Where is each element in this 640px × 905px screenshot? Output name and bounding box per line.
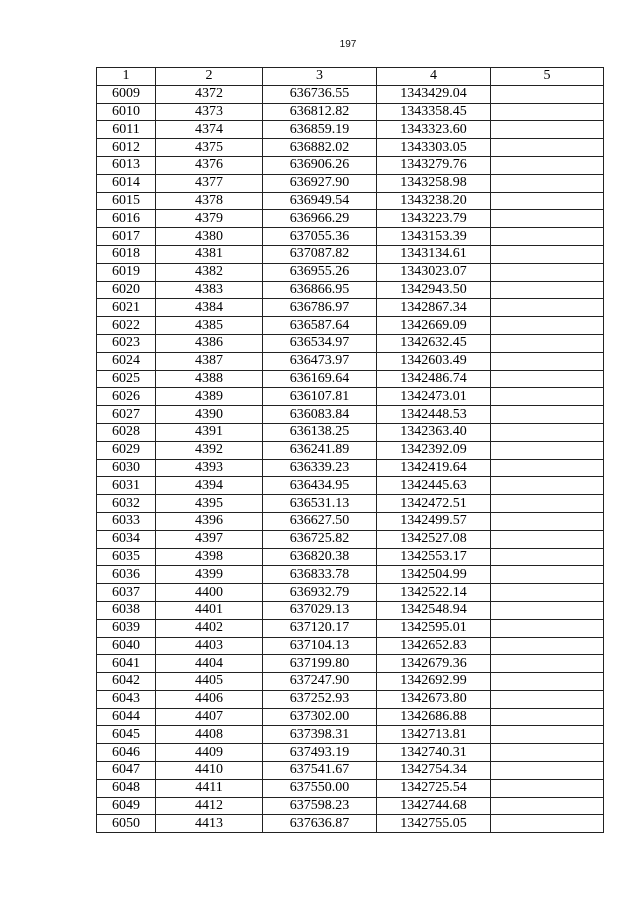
table-cell: 1342553.17 [377, 548, 491, 566]
table-cell [491, 388, 604, 406]
table-cell: 4372 [156, 85, 263, 103]
table-cell [491, 441, 604, 459]
table-cell: 1343023.07 [377, 263, 491, 281]
table-cell: 637199.80 [263, 655, 377, 673]
table-cell [491, 512, 604, 530]
table-cell: 1342686.88 [377, 708, 491, 726]
table-row [97, 441, 604, 459]
table-cell: 4396 [156, 512, 263, 530]
table-cell [491, 299, 604, 317]
table-cell: 4407 [156, 708, 263, 726]
table-cell: 636932.79 [263, 584, 377, 602]
table-cell: 636866.95 [263, 281, 377, 299]
table-cell: 4386 [156, 334, 263, 352]
table-cell: 1342486.74 [377, 370, 491, 388]
table-cell: 1342548.94 [377, 601, 491, 619]
table-cell: 636241.89 [263, 441, 377, 459]
table-cell: 6018 [97, 245, 156, 263]
table-cell: 1342669.09 [377, 317, 491, 335]
table-cell: 6016 [97, 210, 156, 228]
table-cell: 636169.64 [263, 370, 377, 388]
table-cell: 1342673.80 [377, 690, 491, 708]
table-cell [491, 459, 604, 477]
table-cell: 6013 [97, 156, 156, 174]
table-cell: 1342744.68 [377, 797, 491, 815]
table-cell: 6020 [97, 281, 156, 299]
table-cell: 4406 [156, 690, 263, 708]
table-cell [491, 655, 604, 673]
table-cell: 6009 [97, 85, 156, 103]
table-cell [491, 797, 604, 815]
table-cell: 637087.82 [263, 245, 377, 263]
table-cell: 4374 [156, 121, 263, 139]
table-cell [491, 815, 604, 833]
table-cell: 6043 [97, 690, 156, 708]
table-cell: 1342527.08 [377, 530, 491, 548]
table-cell: 637598.23 [263, 797, 377, 815]
table-cell: 637541.67 [263, 762, 377, 780]
table-cell: 636531.13 [263, 495, 377, 513]
table-cell: 4394 [156, 477, 263, 495]
table-row [97, 281, 604, 299]
table-cell: 1342448.53 [377, 406, 491, 424]
table-cell: 1342632.45 [377, 334, 491, 352]
table-cell: 4392 [156, 441, 263, 459]
table-cell: 4390 [156, 406, 263, 424]
table-cell [491, 495, 604, 513]
table-cell [491, 530, 604, 548]
column-header: 3 [263, 68, 377, 86]
table-cell [491, 548, 604, 566]
table-cell: 4389 [156, 388, 263, 406]
table-cell: 1342755.05 [377, 815, 491, 833]
table-row [97, 815, 604, 833]
table-cell: 636955.26 [263, 263, 377, 281]
table-cell: 1342445.63 [377, 477, 491, 495]
table-cell: 636587.64 [263, 317, 377, 335]
table-cell: 1342867.34 [377, 299, 491, 317]
table-row [97, 779, 604, 797]
table-cell [491, 228, 604, 246]
table-cell: 6026 [97, 388, 156, 406]
table-row [97, 673, 604, 691]
table-cell: 6049 [97, 797, 156, 815]
table-cell [491, 121, 604, 139]
table-cell: 6040 [97, 637, 156, 655]
table-cell: 4403 [156, 637, 263, 655]
table-row [97, 139, 604, 157]
table-cell: 6017 [97, 228, 156, 246]
table-cell: 6010 [97, 103, 156, 121]
table-cell: 1342472.51 [377, 495, 491, 513]
table-cell: 4410 [156, 762, 263, 780]
table-cell [491, 762, 604, 780]
column-header: 1 [97, 68, 156, 86]
table-cell: 637636.87 [263, 815, 377, 833]
table-cell [491, 156, 604, 174]
table-row [97, 744, 604, 762]
table-cell: 4375 [156, 139, 263, 157]
table-cell: 1343429.04 [377, 85, 491, 103]
table-cell: 4404 [156, 655, 263, 673]
table-cell: 6027 [97, 406, 156, 424]
table-cell [491, 406, 604, 424]
table-cell [491, 601, 604, 619]
table-cell: 1343134.61 [377, 245, 491, 263]
table-cell: 1342754.34 [377, 762, 491, 780]
table-cell: 6028 [97, 423, 156, 441]
table-cell: 1342499.57 [377, 512, 491, 530]
table-cell: 636833.78 [263, 566, 377, 584]
table-cell: 6021 [97, 299, 156, 317]
table-row [97, 566, 604, 584]
table-cell: 636107.81 [263, 388, 377, 406]
table-cell: 4380 [156, 228, 263, 246]
table-cell: 6031 [97, 477, 156, 495]
table-cell: 4411 [156, 779, 263, 797]
table-cell: 636434.95 [263, 477, 377, 495]
table-cell [491, 477, 604, 495]
table-cell: 6033 [97, 512, 156, 530]
table-row [97, 601, 604, 619]
table-cell: 637398.31 [263, 726, 377, 744]
table-cell: 4379 [156, 210, 263, 228]
table-cell: 4393 [156, 459, 263, 477]
table-cell [491, 637, 604, 655]
table-cell: 4408 [156, 726, 263, 744]
table-cell: 637302.00 [263, 708, 377, 726]
table-cell: 1343323.60 [377, 121, 491, 139]
page-number: 197 [339, 39, 357, 50]
table-cell [491, 103, 604, 121]
table-cell: 636820.38 [263, 548, 377, 566]
table-cell: 4409 [156, 744, 263, 762]
table-cell [491, 281, 604, 299]
table-cell: 6046 [97, 744, 156, 762]
table-cell: 1343303.05 [377, 139, 491, 157]
table-cell: 1342692.99 [377, 673, 491, 691]
table-cell: 637104.13 [263, 637, 377, 655]
table-cell: 6025 [97, 370, 156, 388]
table-cell: 636927.90 [263, 174, 377, 192]
table-cell [491, 85, 604, 103]
table-row [97, 726, 604, 744]
table-row [97, 459, 604, 477]
table-row [97, 512, 604, 530]
table-cell: 6047 [97, 762, 156, 780]
table-cell [491, 317, 604, 335]
table-cell: 637120.17 [263, 619, 377, 637]
table-cell: 1342473.01 [377, 388, 491, 406]
table-cell [491, 192, 604, 210]
table-row [97, 423, 604, 441]
table-cell: 636786.97 [263, 299, 377, 317]
table-cell: 6034 [97, 530, 156, 548]
table-cell: 4385 [156, 317, 263, 335]
table-row [97, 619, 604, 637]
table-row [97, 406, 604, 424]
table-cell: 6038 [97, 601, 156, 619]
table-cell: 4378 [156, 192, 263, 210]
table-cell: 6048 [97, 779, 156, 797]
table-cell: 1342603.49 [377, 352, 491, 370]
table-cell: 1342595.01 [377, 619, 491, 637]
table-cell: 636138.25 [263, 423, 377, 441]
table-cell: 636949.54 [263, 192, 377, 210]
table-cell [491, 263, 604, 281]
table-row [97, 655, 604, 673]
column-header: 2 [156, 68, 263, 86]
table-row [97, 245, 604, 263]
coordinates-table [96, 67, 604, 833]
table-cell: 6037 [97, 584, 156, 602]
table-cell: 1342679.36 [377, 655, 491, 673]
table-cell: 4382 [156, 263, 263, 281]
table-cell: 6036 [97, 566, 156, 584]
table-cell: 636627.50 [263, 512, 377, 530]
table-cell: 4391 [156, 423, 263, 441]
table-row [97, 797, 604, 815]
table-cell: 4387 [156, 352, 263, 370]
table-cell: 4395 [156, 495, 263, 513]
table-cell: 1342725.54 [377, 779, 491, 797]
table-cell: 636725.82 [263, 530, 377, 548]
table-cell: 1343153.39 [377, 228, 491, 246]
table-cell: 6050 [97, 815, 156, 833]
table-cell: 6011 [97, 121, 156, 139]
table-cell: 1342943.50 [377, 281, 491, 299]
table-cell: 1342504.99 [377, 566, 491, 584]
table-cell [491, 370, 604, 388]
table-cell [491, 139, 604, 157]
table-cell: 6035 [97, 548, 156, 566]
table-cell: 6030 [97, 459, 156, 477]
table-cell: 4376 [156, 156, 263, 174]
table-cell: 637247.90 [263, 673, 377, 691]
table-row [97, 495, 604, 513]
table-cell: 637493.19 [263, 744, 377, 762]
table-cell: 636859.19 [263, 121, 377, 139]
table-cell: 636882.02 [263, 139, 377, 157]
table-row [97, 584, 604, 602]
table-cell [491, 619, 604, 637]
table-cell: 637029.13 [263, 601, 377, 619]
table-row [97, 317, 604, 335]
table-row [97, 210, 604, 228]
table-row [97, 530, 604, 548]
table-cell [491, 744, 604, 762]
table-cell [491, 584, 604, 602]
table-cell: 6044 [97, 708, 156, 726]
table-cell: 636812.82 [263, 103, 377, 121]
table-cell: 4383 [156, 281, 263, 299]
table-row [97, 370, 604, 388]
column-header: 5 [491, 68, 604, 86]
table-cell: 636339.23 [263, 459, 377, 477]
table-cell: 637055.36 [263, 228, 377, 246]
table-cell: 1342392.09 [377, 441, 491, 459]
table-row [97, 477, 604, 495]
table-cell: 6032 [97, 495, 156, 513]
table-row [97, 85, 604, 103]
table-cell [491, 708, 604, 726]
table-cell [491, 210, 604, 228]
table-row [97, 637, 604, 655]
table-cell: 4400 [156, 584, 263, 602]
table-row [97, 174, 604, 192]
table-cell: 1342713.81 [377, 726, 491, 744]
table-cell [491, 352, 604, 370]
table-row [97, 708, 604, 726]
table-cell: 6041 [97, 655, 156, 673]
table-cell: 1342363.40 [377, 423, 491, 441]
table-row [97, 103, 604, 121]
table-body [97, 85, 604, 832]
table-cell: 4377 [156, 174, 263, 192]
table-cell: 636736.55 [263, 85, 377, 103]
table-row [97, 192, 604, 210]
table-cell: 4413 [156, 815, 263, 833]
table-cell: 6014 [97, 174, 156, 192]
table-cell: 636966.29 [263, 210, 377, 228]
table-cell: 6015 [97, 192, 156, 210]
table-row [97, 762, 604, 780]
table-cell: 636906.26 [263, 156, 377, 174]
table-cell: 6029 [97, 441, 156, 459]
table-cell: 6023 [97, 334, 156, 352]
table-cell: 1342419.64 [377, 459, 491, 477]
table-cell: 1343258.98 [377, 174, 491, 192]
table-cell: 4405 [156, 673, 263, 691]
table-cell: 4381 [156, 245, 263, 263]
table-cell: 4384 [156, 299, 263, 317]
table-cell: 1343279.76 [377, 156, 491, 174]
table-row [97, 228, 604, 246]
table-cell [491, 334, 604, 352]
table-row [97, 263, 604, 281]
table-cell: 1343358.45 [377, 103, 491, 121]
table-cell: 4373 [156, 103, 263, 121]
table-cell: 636534.97 [263, 334, 377, 352]
table-cell [491, 779, 604, 797]
table-cell: 1343223.79 [377, 210, 491, 228]
table-row [97, 690, 604, 708]
table-row [97, 548, 604, 566]
table-cell: 6024 [97, 352, 156, 370]
table-cell: 4398 [156, 548, 263, 566]
table-row [97, 121, 604, 139]
table-cell: 637550.00 [263, 779, 377, 797]
table-cell [491, 423, 604, 441]
table-cell: 6019 [97, 263, 156, 281]
table-cell: 4397 [156, 530, 263, 548]
table-cell: 6045 [97, 726, 156, 744]
table-cell: 4388 [156, 370, 263, 388]
table-row [97, 334, 604, 352]
table-cell: 1343238.20 [377, 192, 491, 210]
table-cell: 6042 [97, 673, 156, 691]
table-cell: 6039 [97, 619, 156, 637]
table-row [97, 388, 604, 406]
table-row [97, 299, 604, 317]
table-cell [491, 673, 604, 691]
column-header: 4 [377, 68, 491, 86]
table-row [97, 156, 604, 174]
table-cell: 4399 [156, 566, 263, 584]
table-cell: 1342522.14 [377, 584, 491, 602]
table-cell: 6012 [97, 139, 156, 157]
table-cell: 637252.93 [263, 690, 377, 708]
table-cell [491, 726, 604, 744]
table-cell [491, 174, 604, 192]
table-row [97, 352, 604, 370]
table-cell: 636473.97 [263, 352, 377, 370]
table-header-row [97, 68, 604, 86]
table-cell: 1342652.83 [377, 637, 491, 655]
table-cell: 4402 [156, 619, 263, 637]
table-cell [491, 245, 604, 263]
table-cell: 4412 [156, 797, 263, 815]
table-cell: 1342740.31 [377, 744, 491, 762]
table-cell: 4401 [156, 601, 263, 619]
table-cell: 636083.84 [263, 406, 377, 424]
table-cell: 6022 [97, 317, 156, 335]
table-cell [491, 566, 604, 584]
table-cell [491, 690, 604, 708]
